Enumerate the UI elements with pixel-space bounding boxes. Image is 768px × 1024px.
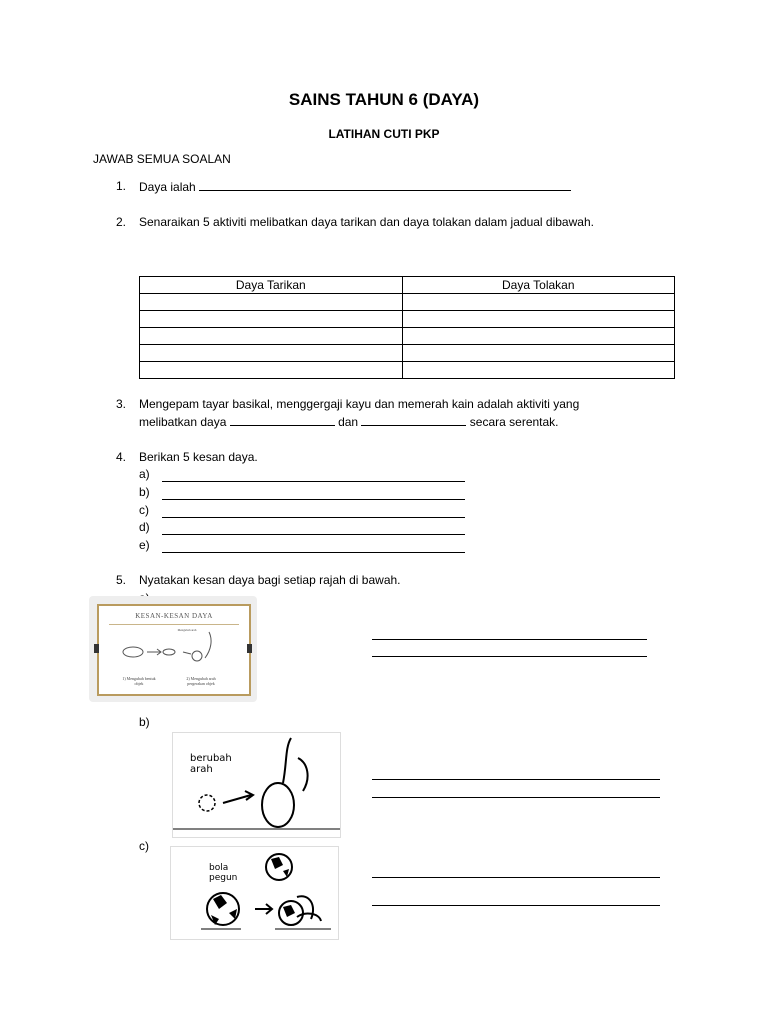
figure-b-image — [172, 732, 341, 838]
question-5-number: 5. — [116, 573, 127, 587]
figure-a-note: Mengubah arah — [177, 628, 197, 632]
answer-line-3b[interactable] — [361, 414, 466, 426]
q4-item-b-label: b) — [139, 485, 150, 499]
figure-c-note: bola pegun — [209, 863, 238, 883]
force-table — [139, 276, 675, 379]
table-cell[interactable] — [140, 311, 403, 328]
figure-a-image — [89, 596, 257, 702]
answer-line-4e[interactable] — [162, 552, 465, 553]
question-3-part-a: melibatkan daya — [139, 415, 227, 429]
figure-a-caption-1: 1) Mengubah bentuk objek — [122, 676, 156, 686]
page-subtitle: LATIHAN CUTI PKP — [328, 127, 440, 141]
table-row — [140, 362, 675, 379]
table-row — [140, 328, 675, 345]
question-3-number: 3. — [116, 397, 127, 411]
question-2-text: Senaraikan 5 aktiviti melibatkan daya tarikan dan daya tolakan dalam jadual dibawah. — [139, 215, 594, 229]
answer-line-5a-2[interactable] — [372, 656, 647, 657]
answer-line-5c-1[interactable] — [372, 877, 660, 878]
table-row — [140, 294, 675, 311]
question-4-text: Berikan 5 kesan daya. — [139, 450, 258, 464]
question-1-label: Daya ialah — [139, 180, 196, 194]
table-header-tolakan: Daya Tolakan — [402, 277, 674, 294]
table-cell[interactable] — [402, 362, 674, 379]
answer-line-5b-2[interactable] — [372, 797, 660, 798]
question-3-part-b: dan — [338, 415, 359, 429]
answer-line-5a-1[interactable] — [372, 639, 647, 640]
figure-a-clip-right — [247, 644, 252, 653]
answer-line-4a[interactable] — [162, 481, 465, 482]
answer-line-1[interactable] — [199, 179, 571, 191]
figure-a-shape-icon — [117, 632, 177, 662]
q4-item-a-label: a) — [139, 467, 150, 481]
question-3-line2 — [139, 414, 559, 429]
page-title: SAINS TAHUN 6 (DAYA) — [288, 90, 480, 109]
question-2-number: 2. — [116, 215, 127, 229]
question-5-text: Nyatakan kesan daya bagi setiap rajah di bawah. — [139, 573, 401, 587]
figure-a-caption-2: 2) Mengubah arah pergerakan objek — [186, 676, 216, 686]
question-1-text — [139, 179, 571, 194]
table-row — [140, 345, 675, 362]
answer-line-3a[interactable] — [230, 414, 335, 426]
answer-line-4b[interactable] — [162, 499, 465, 500]
table-cell[interactable] — [140, 328, 403, 345]
figure-c-drawing-icon — [171, 847, 338, 939]
table-cell[interactable] — [402, 328, 674, 345]
figure-a-clip-left — [94, 644, 99, 653]
answer-line-4d[interactable] — [162, 534, 465, 535]
table-cell[interactable] — [402, 311, 674, 328]
table-cell[interactable] — [140, 294, 403, 311]
question-1-number: 1. — [116, 179, 127, 193]
table-header-tarikan: Daya Tarikan — [140, 277, 403, 294]
q4-item-c-label: c) — [139, 503, 149, 517]
figure-a-card — [97, 604, 251, 696]
table-cell[interactable] — [140, 362, 403, 379]
q5-label-b: b) — [139, 715, 150, 729]
figure-b-drawing-icon — [173, 733, 340, 837]
question-4-number: 4. — [116, 450, 127, 464]
table-cell[interactable] — [402, 294, 674, 311]
instruction-text: JAWAB SEMUA SOALAN — [93, 152, 231, 166]
table-row — [140, 311, 675, 328]
answer-line-5b-1[interactable] — [372, 779, 660, 780]
q4-item-d-label: d) — [139, 520, 150, 534]
figure-a-divider — [109, 624, 239, 625]
question-3-part-c: secara serentak. — [469, 415, 559, 429]
figure-b-note: berubah arah — [190, 753, 232, 775]
answer-line-5c-2[interactable] — [372, 905, 660, 906]
q4-item-e-label: e) — [139, 538, 150, 552]
q5-label-c: c) — [139, 839, 149, 853]
question-3-line1: Mengepam tayar basikal, menggergaji kayu dan memerah kain adalah aktiviti yang — [139, 397, 580, 411]
table-cell[interactable] — [402, 345, 674, 362]
figure-a-title: KESAN-KESAN DAYA — [135, 612, 213, 620]
table-cell[interactable] — [140, 345, 403, 362]
answer-line-4c[interactable] — [162, 517, 465, 518]
figure-a-direction-icon — [179, 630, 229, 664]
figure-c-image — [170, 846, 339, 940]
